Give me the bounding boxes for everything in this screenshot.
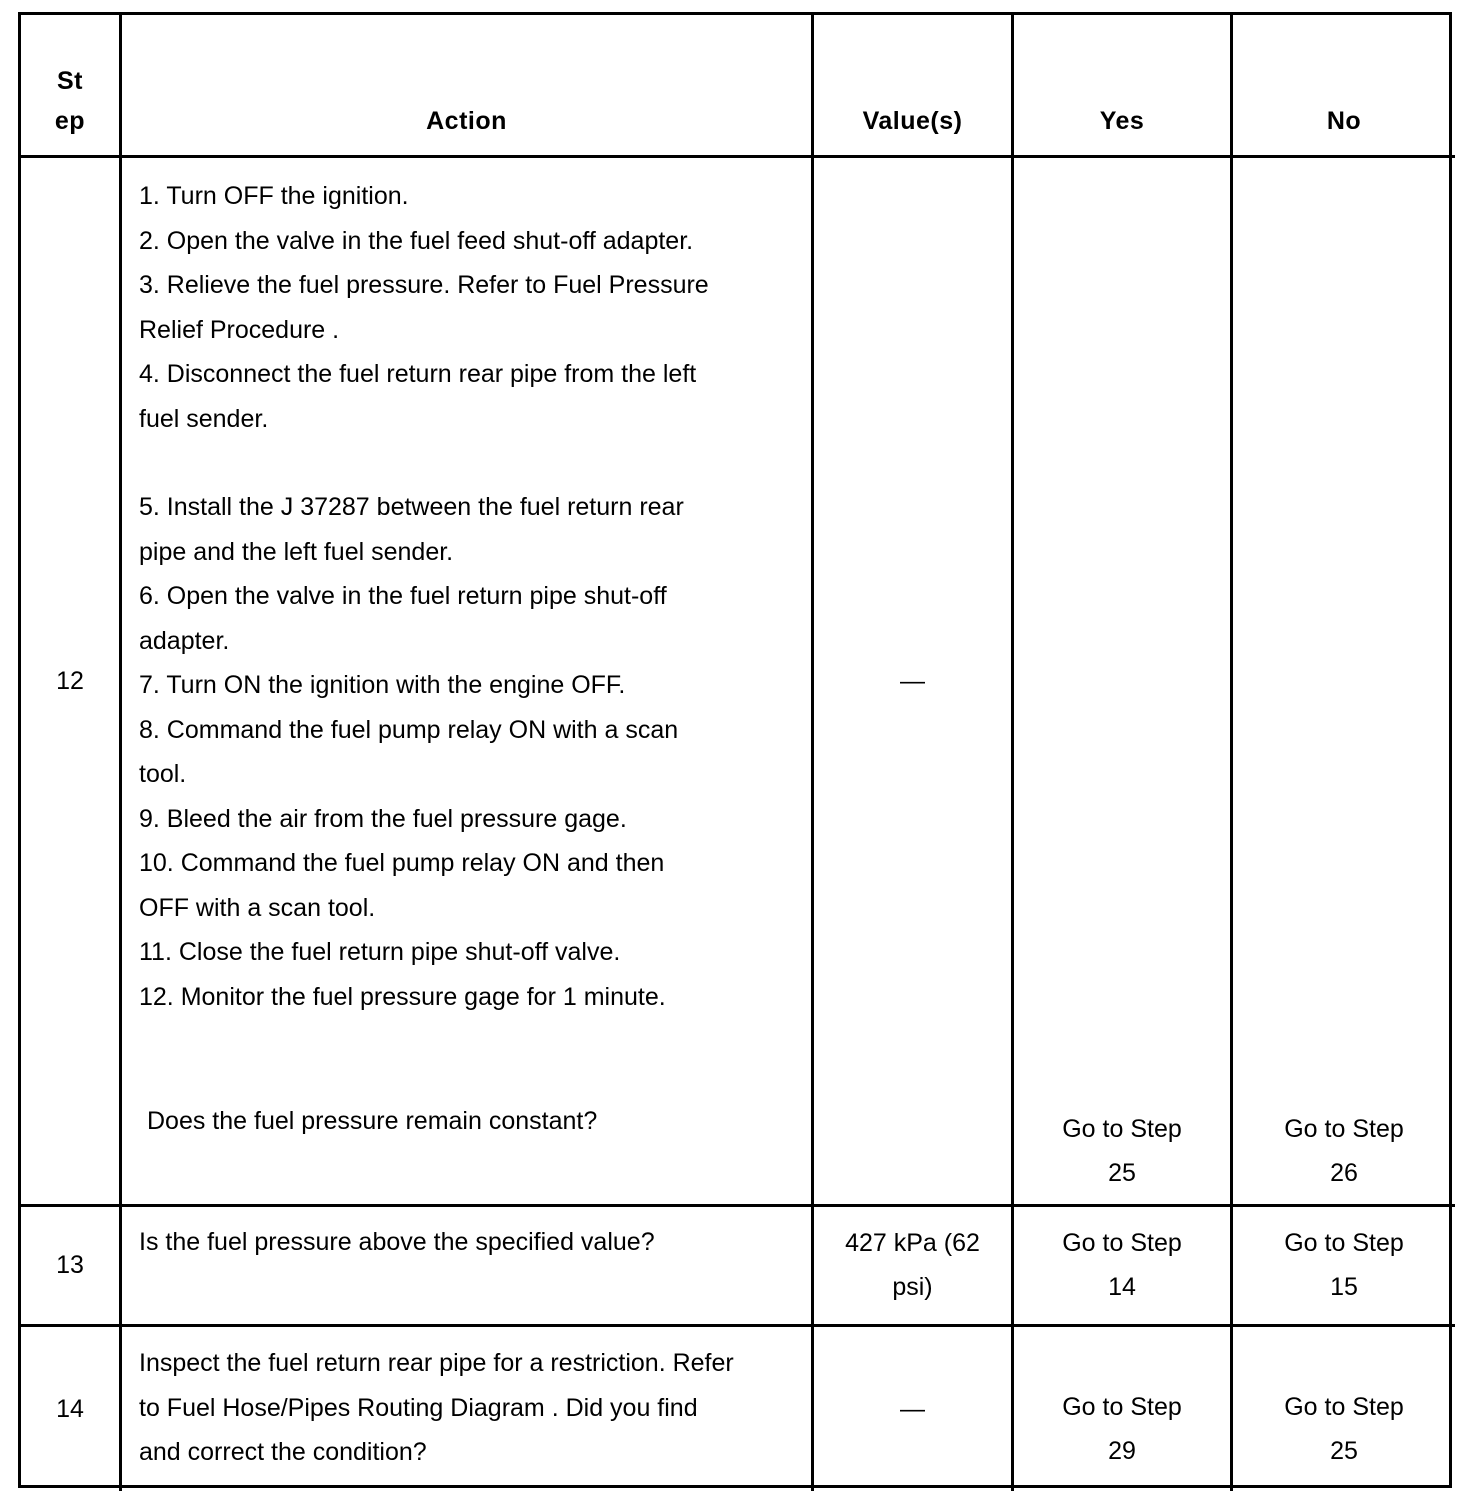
action-item: 6. Open the valve in the fuel return pipe shut-off adapter. — [139, 582, 667, 655]
row-12-action-list — [122, 158, 811, 1019]
row-12-action — [122, 158, 814, 1207]
row-14-value: — — [814, 1327, 1014, 1491]
row-14-yes-step: 29 — [1108, 1437, 1136, 1465]
action-item: 7. Turn ON the ignition with the engine OFF. — [139, 671, 626, 699]
row-13-value — [814, 1207, 1014, 1327]
row-12-value: — — [814, 158, 1014, 1207]
row-14-yes-label: Go to Step — [1062, 1393, 1182, 1421]
action-item: 9. Bleed the air from the fuel pressure gage. — [139, 804, 627, 833]
row-12-yes-label: Go to Step — [1062, 1115, 1182, 1143]
row-13-no — [1233, 1207, 1455, 1327]
row-13-value-line1: 427 kPa (62 — [845, 1229, 980, 1257]
row-14-no-label: Go to Step — [1284, 1393, 1404, 1421]
row-13-step: 13 — [21, 1207, 122, 1327]
diagnostic-table — [18, 12, 1452, 1488]
row-13-value-line2: psi) — [892, 1273, 933, 1301]
row-14-action — [122, 1327, 814, 1491]
action-item: 11. Close the fuel return pipe shut-off valve. — [139, 938, 621, 966]
row-12-no — [1233, 158, 1455, 1207]
row-14-yes — [1014, 1327, 1233, 1491]
row-12-question: Does the fuel pressure remain constant? — [147, 1107, 598, 1135]
header-values: Value(s) — [814, 15, 1014, 158]
row-12-no-step: 26 — [1330, 1159, 1358, 1187]
row-13-no-label: Go to Step — [1284, 1229, 1404, 1257]
header-yes: Yes — [1014, 15, 1233, 158]
row-13-yes — [1014, 1207, 1233, 1327]
row-13-action-text: Is the fuel pressure above the specified value? — [139, 1228, 655, 1256]
header-no: No — [1233, 15, 1455, 158]
row-12-yes-step: 25 — [1108, 1159, 1136, 1187]
row-13-yes-step: 14 — [1108, 1273, 1136, 1301]
row-12-no-label: Go to Step — [1284, 1115, 1404, 1143]
action-item: 3. Relieve the fuel pressure. Refer to Fuel Pressure Relief Procedure . — [139, 271, 709, 344]
action-item: 4. Disconnect the fuel return rear pipe from the left fuel sender. — [139, 360, 697, 433]
row-12-step: 12 — [21, 158, 122, 1207]
row-13-action — [122, 1207, 814, 1327]
action-item: 5. Install the J 37287 between the fuel return rear pipe and the left fuel sender. — [139, 493, 684, 566]
header-step: St ep — [21, 15, 122, 158]
row-14-step: 14 — [21, 1327, 122, 1491]
row-12-yes — [1014, 158, 1233, 1207]
row-14-no-step: 25 — [1330, 1437, 1358, 1465]
row-14-no — [1233, 1327, 1455, 1491]
action-item: 2. Open the valve in the fuel feed shut-off adapter. — [139, 226, 694, 255]
action-item: 10. Command the fuel pump relay ON and then OFF with a scan tool. — [139, 849, 665, 922]
action-item: 8. Command the fuel pump relay ON with a scan tool. — [139, 715, 679, 788]
row-13-yes-label: Go to Step — [1062, 1229, 1182, 1257]
row-13-no-step: 15 — [1330, 1273, 1358, 1301]
row-14-action-text: Inspect the fuel return rear pipe for a restriction. Refer to Fuel Hose/Pipes Routing Diagram . Did you find and correct the condition? — [139, 1349, 734, 1466]
action-item: 12. Monitor the fuel pressure gage for 1 minute. — [139, 982, 666, 1011]
action-item: 1. Turn OFF the ignition. — [139, 182, 409, 210]
header-action: Action — [122, 15, 814, 158]
